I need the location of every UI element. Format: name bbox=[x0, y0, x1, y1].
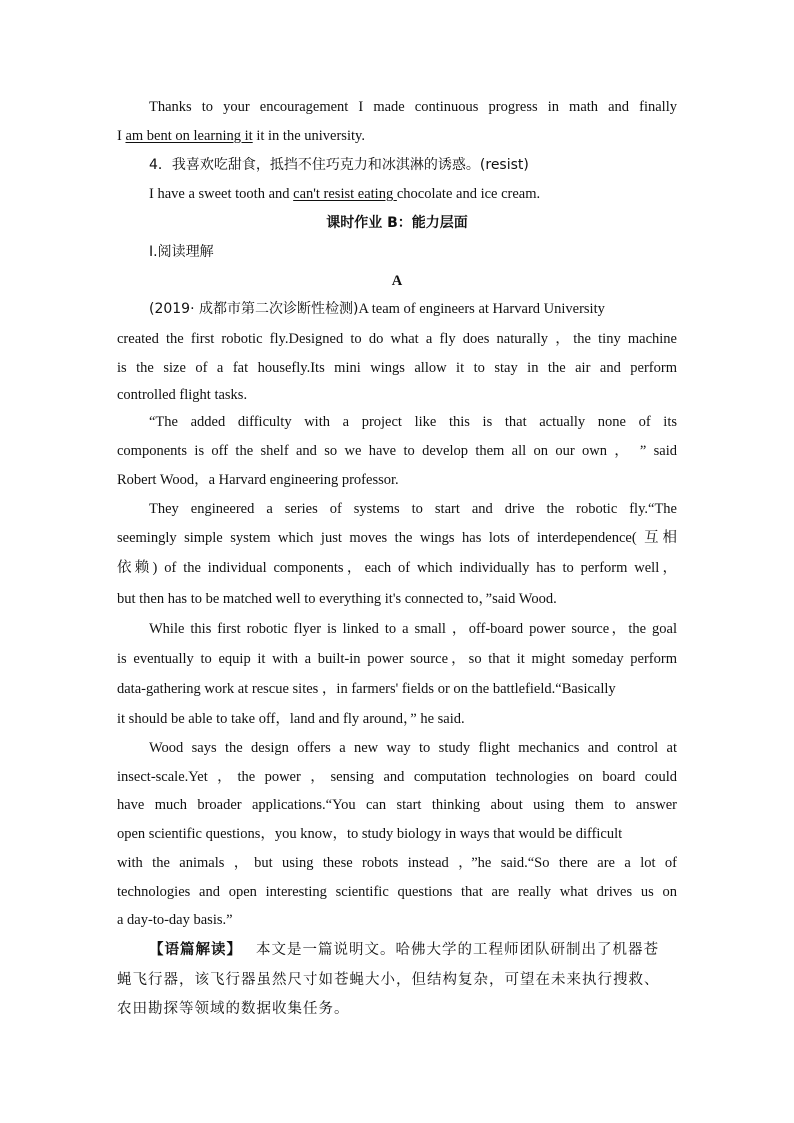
paragraph-line: with the animals ，but using these robots instead ，”he said.“So there are a lot of bbox=[117, 855, 677, 871]
paragraph-line: Wood says the design offers a new way to study flight mechanics and control at bbox=[149, 740, 677, 756]
answer-suffix: it in the university. bbox=[252, 128, 365, 144]
paragraph-line: Robert Wood，a Harvard engineering professor. bbox=[117, 472, 399, 488]
paragraph-line: insect-scale.Yet ，the power ，sensing and computation technologies on board could bbox=[117, 769, 677, 785]
paragraph-line: is the size of a fat housefly.Its mini wings allow it to stay in the air and perform bbox=[117, 360, 677, 376]
translation-line: Thanks to your encouragement I made continuous progress in math and finally bbox=[149, 99, 677, 115]
answer-prefix: I have a sweet tooth and bbox=[149, 186, 294, 202]
analysis-line: 蝇飞行器，该飞行器虽然尺寸如苍蝇大小，但结构复杂，可望在未来执行搜救、 bbox=[117, 972, 660, 988]
paragraph-line: While this first robotic flyer is linked to a small ，off-board power source，the goal bbox=[149, 621, 677, 637]
answer-prefix: I bbox=[117, 128, 126, 144]
paragraph-line: have much broader applications.“You can start thinking about using them to answer bbox=[117, 797, 677, 813]
answer-blank: am bent on learning it bbox=[125, 128, 253, 144]
answer-blank: can't resist eating bbox=[293, 186, 397, 202]
paragraph-line: created the first robotic fly.Designed to do what a fly does naturally ，the tiny machine bbox=[117, 331, 677, 347]
question-4-prompt: 4．我喜欢吃甜食，抵挡不住巧克力和冰淇淋的诱惑。(resist) bbox=[149, 157, 529, 173]
question-4-answer bbox=[149, 184, 677, 204]
paragraph-line: technologies and open interesting scientific questions that are really what drives us on bbox=[117, 884, 677, 900]
paragraph-line: “The added difficulty with a project like this is that actually none of its bbox=[149, 414, 677, 430]
paragraph-line: controlled flight tasks. bbox=[117, 387, 248, 403]
paragraph-line: seemingly simple system which just moves the wings has lots of interdependence( 互相 bbox=[117, 530, 677, 546]
paragraph-line: components is off the shelf and so we have to develop them all on our own ， ” said bbox=[117, 443, 677, 459]
paragraph-line: They engineered a series of systems to start and drive the robotic fly.“The bbox=[149, 501, 677, 517]
paragraph-line: is eventually to equip it with a built-in power source，so that it might someday perform bbox=[117, 651, 677, 667]
paragraph-line: but then has to be matched well to everything it's connected to，”said Wood. bbox=[117, 591, 557, 607]
analysis-text: 本文是一篇说明文。哈佛大学的工程师团队研制出了机器苍 bbox=[256, 942, 659, 958]
section-heading: 课时作业 B：能力层面 bbox=[326, 215, 468, 231]
paragraph-line bbox=[149, 299, 677, 319]
passage-label: A bbox=[391, 273, 403, 289]
passage-source: (2019· 成都市第二次诊断性检测) bbox=[149, 301, 359, 317]
translation-answer-line bbox=[117, 126, 677, 146]
part-heading: Ⅰ.阅读理解 bbox=[149, 244, 214, 260]
paragraph-line: 依赖) of the individual components，each of which individually has to perform well， bbox=[117, 560, 677, 576]
paragraph-line: it should be able to take off，land and fly around，” he said. bbox=[117, 711, 465, 727]
paragraph-line: open scientific questions，you know，to study biology in ways that would be difficult bbox=[117, 826, 623, 842]
answer-suffix: chocolate and ice cream. bbox=[396, 186, 541, 202]
paragraph-text: A team of engineers at Harvard University bbox=[358, 301, 605, 317]
analysis-line bbox=[149, 940, 677, 960]
analysis-label: 【语篇解读】 bbox=[149, 941, 242, 958]
paragraph-line: a day-to-day basis.” bbox=[117, 912, 233, 928]
paragraph-line: data-gathering work at rescue sites ，in farmers' fields or on the battlefield.“Basically bbox=[117, 681, 616, 697]
analysis-line: 农田勘探等领域的数据收集任务。 bbox=[117, 1001, 350, 1017]
